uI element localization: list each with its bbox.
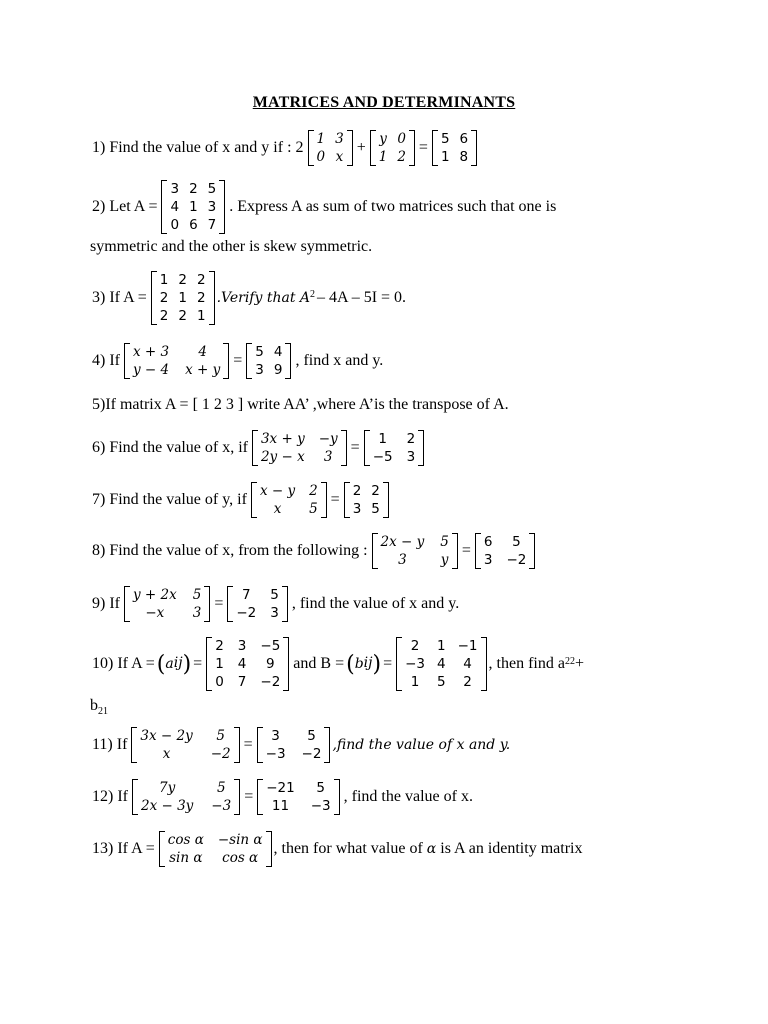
cell: 5 — [440, 534, 449, 550]
q10-continuation — [90, 697, 108, 717]
cell: 2x − y — [380, 534, 425, 550]
q10-a: a — [165, 656, 174, 672]
cell: 9 — [266, 656, 275, 672]
cell: 5 — [440, 131, 450, 147]
question-1 — [90, 130, 479, 166]
equals-sign: = — [383, 655, 393, 672]
cell: 2y − x — [260, 449, 305, 465]
cell: 5 — [255, 344, 264, 360]
cell: 3 — [255, 362, 264, 378]
question-12 — [90, 779, 475, 815]
q13-alpha: α — [426, 841, 437, 857]
q7-matrix-2 — [344, 482, 389, 518]
cell: x − y — [259, 483, 296, 499]
q9-matrix-2 — [227, 586, 288, 622]
cell: 5 — [437, 674, 446, 690]
equals-sign: = — [214, 595, 224, 612]
cell: y − 4 — [132, 362, 170, 378]
q1-matrix-2 — [370, 130, 415, 166]
cell: −x — [145, 605, 165, 621]
cell: −2 — [260, 674, 281, 690]
cell: 5 — [307, 728, 316, 744]
cell: 5 — [512, 534, 521, 550]
q10-suffix: , then find a — [488, 655, 565, 672]
q3-matrix — [151, 271, 215, 325]
question-11 — [90, 727, 510, 763]
equals-sign: = — [418, 139, 428, 156]
cell: 2 — [189, 181, 198, 197]
cell: 2 — [159, 308, 169, 324]
q5-text: 5)If matrix A = [ 1 2 3 ] write AA’ ,where A’is the transpose of A. — [92, 396, 509, 413]
q10-matrix-a — [206, 637, 289, 691]
equals-sign: = — [461, 542, 471, 559]
cell: 3 — [192, 605, 202, 621]
cell: 3x − 2y — [140, 728, 193, 744]
q9-suffix: , find the value of x and y. — [291, 595, 460, 612]
cell: 7 — [237, 674, 247, 690]
close-paren: ) — [372, 651, 382, 677]
q12-matrix-2 — [257, 779, 339, 815]
cell: 1 — [378, 149, 388, 165]
cell: y — [379, 131, 387, 147]
cell: 2 — [371, 483, 380, 499]
cell: 2 — [215, 638, 224, 654]
cell: 5 — [216, 780, 226, 796]
cell: 2 — [397, 149, 406, 165]
cell: −1 — [457, 638, 478, 654]
q3-exponent: 2 — [310, 289, 316, 300]
q13-suffix-1: , then for what value of — [273, 840, 427, 857]
cell: 3 — [335, 131, 344, 147]
q4-prefix: 4) If — [92, 352, 120, 369]
page-title: MATRICES AND DETERMINANTS — [252, 94, 516, 111]
cell: 3 — [398, 552, 407, 568]
cell: 1 — [196, 308, 206, 324]
cell: cos α — [222, 850, 259, 866]
q2-matrix — [161, 180, 225, 234]
cell: 2 — [352, 483, 362, 499]
q3-prefix: 3) If A = — [92, 289, 147, 306]
q8-matrix-2 — [475, 533, 536, 569]
q3-verify-text: .Verify that A — [216, 290, 311, 306]
q1-matrix-1 — [308, 130, 353, 166]
cell: −5 — [372, 449, 393, 465]
cell: y — [440, 552, 449, 568]
cell: −21 — [266, 780, 295, 796]
cell: 6 — [189, 217, 198, 233]
cell: x — [273, 501, 282, 517]
q1-matrix-3 — [432, 130, 477, 166]
cell: −3 — [211, 798, 232, 814]
cell: 5 — [270, 587, 279, 603]
cell: −2 — [506, 552, 527, 568]
q3-suffix: – 4A – 5I = 0. — [317, 289, 407, 306]
cell: 8 — [459, 149, 469, 165]
cell: −y — [318, 431, 338, 447]
question-6 — [90, 430, 426, 466]
q12-prefix: 12) If — [92, 788, 128, 805]
cell: 2 — [406, 431, 416, 447]
open-paren: ( — [156, 651, 166, 677]
q11-matrix-1 — [131, 727, 239, 763]
question-13 — [90, 831, 582, 867]
equals-sign: = — [350, 439, 360, 456]
cell: 5 — [216, 728, 225, 744]
cell: −2 — [301, 746, 322, 762]
cell: x — [335, 149, 344, 165]
cell: 1 — [437, 638, 446, 654]
cell: 1 — [215, 656, 224, 672]
q13-suffix-2: is A an identity matrix — [436, 840, 583, 857]
cell: 9 — [273, 362, 283, 378]
cell: 0 — [170, 217, 180, 233]
cell: −2 — [210, 746, 231, 762]
cell: 3 — [406, 449, 416, 465]
question-9 — [90, 586, 461, 622]
cell: x + 3 — [132, 344, 170, 360]
q4-suffix: , find x and y. — [295, 352, 384, 369]
q1-text: 1) Find the value of x and y if : 2 — [92, 139, 304, 156]
cell: 2 — [178, 272, 187, 288]
cell: 2x − 3y — [140, 798, 194, 814]
cell: 5 — [316, 780, 325, 796]
cell: −3 — [405, 656, 426, 672]
cell: 2 — [309, 483, 318, 499]
equals-sign: = — [243, 736, 253, 753]
cell: 2 — [196, 290, 206, 306]
close-paren: ) — [182, 651, 192, 677]
cell: 4 — [463, 656, 472, 672]
cell: 3 — [483, 552, 493, 568]
cell: 3 — [170, 181, 180, 197]
cell: 4 — [198, 344, 207, 360]
q7-matrix-1 — [251, 482, 327, 518]
q6-matrix-2 — [364, 430, 425, 466]
equals-sign: = — [244, 788, 254, 805]
cell: cos α — [167, 832, 204, 848]
cell: 3 — [271, 728, 280, 744]
question-5 — [90, 396, 511, 414]
equals-sign: = — [330, 491, 340, 508]
cell: 5 — [309, 501, 318, 517]
q13-prefix: 13) If A = — [92, 840, 155, 857]
cell: 1 — [440, 149, 450, 165]
q10-a-sub: ij — [173, 655, 183, 671]
q2-prefix: 2) Let A = — [92, 198, 158, 215]
q13-matrix — [159, 831, 272, 867]
question-8 — [90, 533, 537, 569]
cell: 0 — [316, 149, 326, 165]
q8-prefix: 8) Find the value of x, from the following : — [92, 542, 368, 559]
q10-and: and B = — [293, 655, 345, 672]
cell: 7 — [242, 587, 251, 603]
q10-b: b — [354, 656, 364, 672]
q10-b-term-sub: 21 — [98, 706, 108, 718]
cell: x + y — [185, 362, 221, 378]
question-3 — [90, 271, 408, 325]
q6-prefix: 6) Find the value of x, if — [92, 439, 248, 456]
cell: 2 — [178, 308, 187, 324]
cell: 1 — [410, 674, 420, 690]
q8-matrix-1 — [372, 533, 458, 569]
q9-matrix-1 — [124, 586, 210, 622]
cell: 4 — [170, 199, 180, 215]
open-paren: ( — [346, 651, 355, 677]
q11-matrix-2 — [257, 727, 331, 763]
q4-matrix-1 — [124, 343, 229, 379]
question-10 — [90, 637, 584, 691]
q2-suffix: . Express A as sum of two matrices such that one is — [229, 198, 557, 215]
question-7 — [90, 482, 391, 518]
q10-matrix-b — [396, 637, 486, 691]
plus-sign: + — [356, 139, 366, 156]
cell: 4 — [273, 344, 283, 360]
cell: −3 — [310, 798, 331, 814]
cell: 1 — [178, 290, 187, 306]
cell: 6 — [459, 131, 469, 147]
q10-suffix-sub: 22 — [564, 656, 575, 667]
q10-prefix: 10) If A = — [92, 655, 155, 672]
cell: 1 — [316, 131, 326, 147]
cell: −5 — [260, 638, 281, 654]
cell: 3 — [323, 449, 333, 465]
cell: 4 — [437, 656, 446, 672]
cell: −3 — [265, 746, 286, 762]
cell: 3 — [270, 605, 279, 621]
cell: x — [162, 746, 171, 762]
cell: 2 — [196, 272, 206, 288]
q6-matrix-1 — [252, 430, 347, 466]
cell: sin α — [169, 850, 203, 866]
cell: 7 — [207, 217, 217, 233]
cell: 5 — [192, 587, 202, 603]
cell: 3 — [237, 638, 247, 654]
q10-plus: + — [574, 655, 584, 672]
q12-suffix: , find the value of x. — [343, 788, 473, 805]
cell: 2 — [410, 638, 420, 654]
cell: 1 — [159, 272, 169, 288]
q10-b-sub: ij — [363, 655, 373, 671]
q7-prefix: 7) Find the value of y, if — [92, 491, 247, 508]
cell: 2 — [463, 674, 472, 690]
cell: 6 — [483, 534, 493, 550]
cell: 5 — [207, 181, 217, 197]
cell: 4 — [237, 656, 247, 672]
q11-suffix: ,find the value of x and y. — [332, 737, 511, 753]
question-2 — [90, 180, 558, 234]
q9-prefix: 9) If — [92, 595, 120, 612]
equals-sign: = — [193, 655, 203, 672]
q4-matrix-2 — [246, 343, 291, 379]
cell: 3x + y — [260, 431, 305, 447]
equals-sign: = — [233, 352, 243, 369]
q12-matrix-1 — [132, 779, 240, 815]
cell: 0 — [215, 674, 224, 690]
cell: y + 2x — [132, 587, 177, 603]
cell: 3 — [352, 501, 362, 517]
cell: −2 — [236, 605, 257, 621]
cell: 7y — [159, 780, 176, 796]
cell: 0 — [397, 131, 406, 147]
q10-b-term: b — [90, 697, 98, 714]
cell: 11 — [271, 798, 290, 814]
cell: −sin α — [217, 832, 263, 848]
cell: 1 — [189, 199, 198, 215]
cell: 2 — [159, 290, 169, 306]
q2-continuation: symmetric and the other is skew symmetric. — [90, 238, 373, 255]
cell: 5 — [371, 501, 380, 517]
question-4 — [90, 343, 385, 379]
cell: 1 — [378, 431, 387, 447]
cell: 3 — [207, 199, 217, 215]
q11-prefix: 11) If — [92, 736, 128, 753]
